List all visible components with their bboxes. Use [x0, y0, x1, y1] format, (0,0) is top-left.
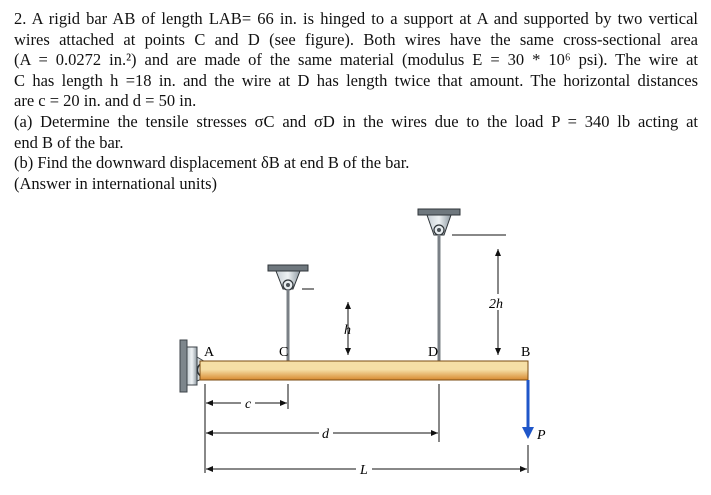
- bar-wire-figure: [160, 197, 550, 487]
- problem-line-6: (a) Determine the tensile stresses σC and σD in the wires due to the load P = 340 lb acting at: [14, 111, 698, 131]
- label-c: C: [279, 345, 289, 360]
- problem-line-9: (Answer in international units): [14, 173, 217, 193]
- problem-line-5: are c = 20 in. and d = 50 in.: [14, 91, 197, 111]
- rigid-bar-ab: [200, 361, 528, 380]
- problem-line-7: end B of the bar.: [14, 132, 124, 152]
- problem-line-2: wires attached at points C and D (see figure). Both wires have the same cross-sectional area: [14, 29, 698, 49]
- problem-line-8: (b) Find the downward displacement δB at end B of the bar.: [14, 153, 410, 173]
- label-a: A: [204, 345, 215, 360]
- label-c-dim: c: [245, 397, 252, 412]
- problem-line-1: 2. A rigid bar AB of length LAB= 66 in. is hinged to a support at A and supported by two vertical: [14, 9, 698, 28]
- l-dimension: [206, 461, 527, 478]
- label-l-dim: L: [360, 463, 368, 478]
- 2h-dimension: [452, 235, 510, 355]
- label-d: D: [428, 345, 439, 360]
- load-p: [522, 380, 546, 443]
- c-dimension: [206, 395, 287, 412]
- problem-line-4: C has length h =18 in. and the wire at D has length twice that amount. The horizontal distances: [14, 70, 698, 90]
- label-b: B: [521, 345, 531, 360]
- d-dimension: [206, 425, 438, 442]
- h-dimension: [302, 289, 351, 355]
- ceiling-support-d: [418, 209, 460, 235]
- label-d-dim: d: [322, 427, 329, 442]
- label-h: h: [344, 323, 351, 338]
- label-2h: 2h: [489, 297, 503, 312]
- label-p: P: [537, 428, 546, 443]
- ceiling-support-c: [268, 265, 308, 290]
- problem-statement: [14, 9, 698, 194]
- problem-line-3: (A = 0.0272 in.²) and are made of the same material (modulus E = 30 * 10⁶ psi). The wire at: [14, 50, 698, 70]
